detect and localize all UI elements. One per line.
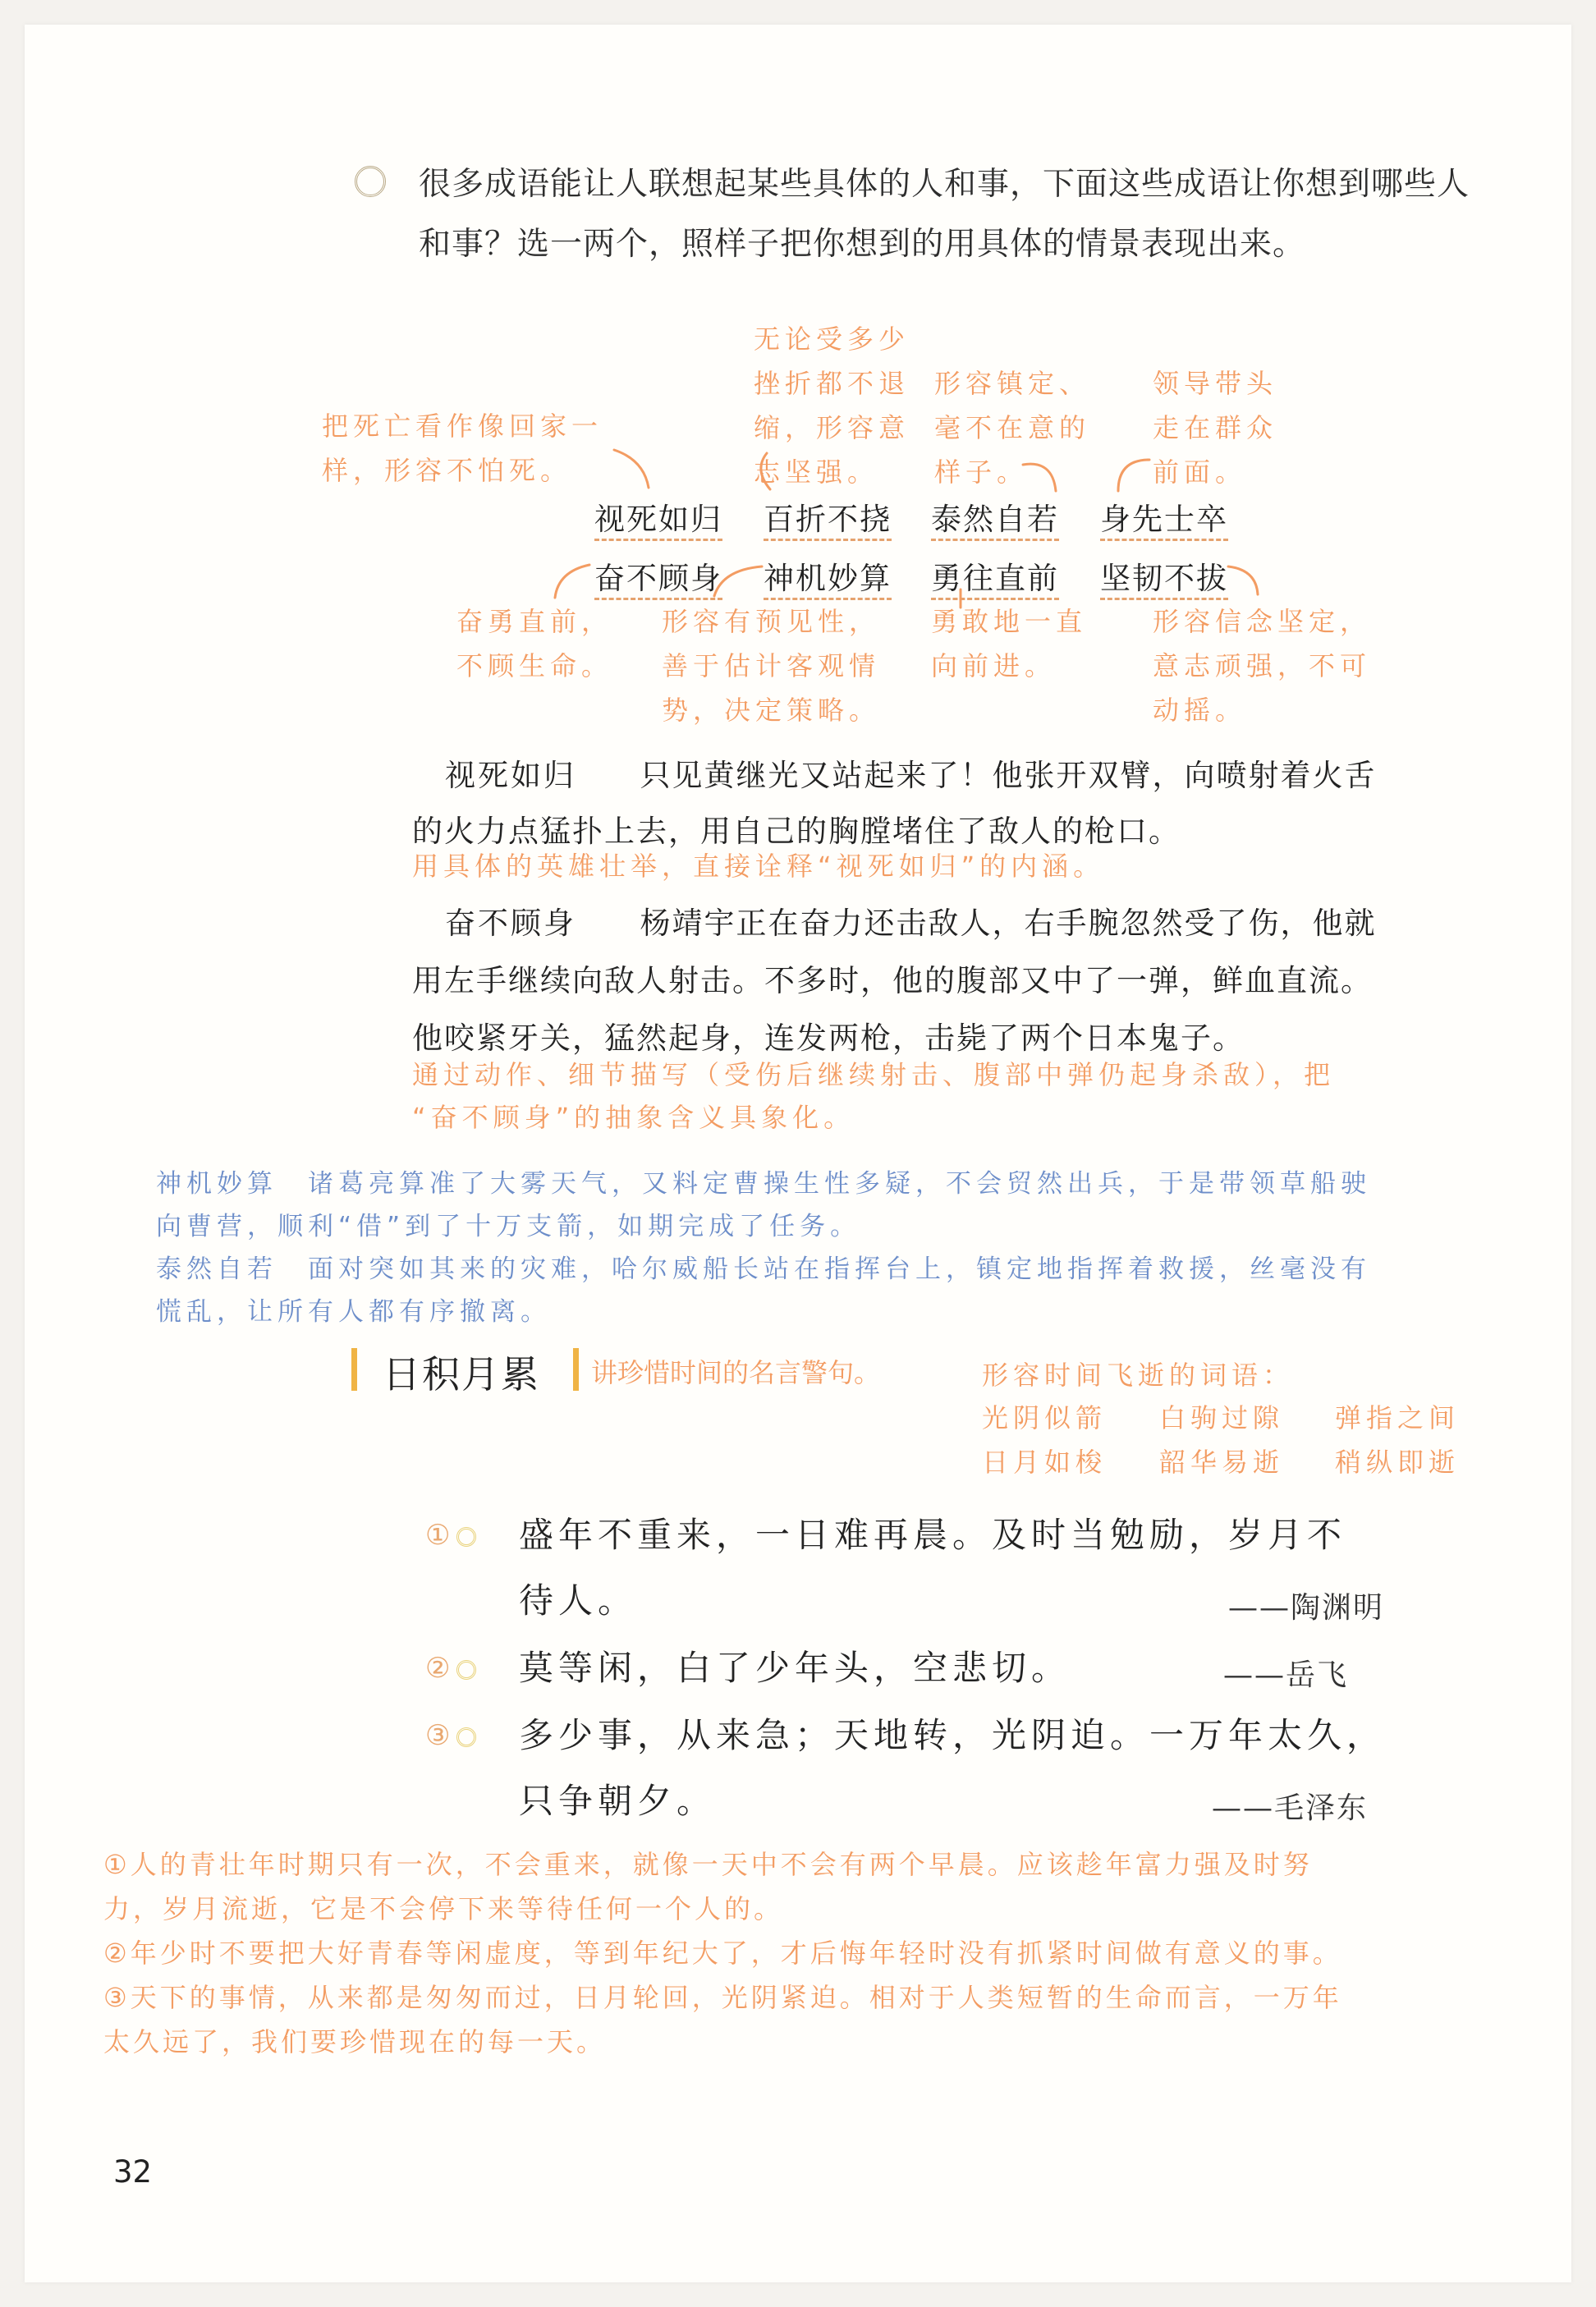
note-tairan: 形容镇定、 毫不在意的 样子。 [934, 368, 1091, 488]
explanations [103, 1842, 1499, 2064]
example-2-line-2: 用左手继续向敌人射击。不多时，他的腹部又中了一弹，鲜血直流。 [412, 963, 1373, 998]
explanation-line: ①人的青壮年时期只有一次，不会重来，就像一天中不会有两个早晨。应该趁年富力强及时努 [103, 1849, 1313, 1880]
explanation-line: ②年少时不要把大好青春等闲虚度，等到年纪大了，才后悔年轻时没有抓紧时间做有意义的事。 [103, 1938, 1342, 1969]
example-2 [445, 895, 1479, 952]
time-word: 韶华易逝 [1159, 1447, 1285, 1478]
quote-bullet-icon [456, 1527, 476, 1547]
time-word: 日月如梭 [982, 1447, 1108, 1478]
example-2-line-3: 他咬紧牙关，猛然起身，连发两枪，击毙了两个日本鬼子。 [412, 1020, 1245, 1056]
explanation-line: 太久远了，我们要珍惜现在的每一天。 [103, 2026, 607, 2057]
note-yongwang: 勇敢地一直 向前进。 [931, 606, 1088, 681]
example-1-term: 视死如归 [445, 758, 576, 793]
note-baizhe: 无论受多少 挫折都不退 缩，形容意 志坚强。 [754, 323, 910, 488]
arrow-baizhe [761, 453, 770, 489]
arrow-jianren [1228, 566, 1258, 594]
example-2-note-2: “奋不顾身”的抽象含义具象化。 [412, 1102, 855, 1133]
quote-1-line-2: 待人。 [519, 1580, 638, 1621]
quote-3-line-1: 多少事，从来急；天地转，光阴迫。一万年太久， [519, 1715, 1387, 1755]
idiom: 奋不顾身 [594, 561, 722, 600]
arrow-shenxian [1118, 460, 1149, 491]
quote-2: 莫等闲，白了少年头，空悲切。 [519, 1648, 1071, 1688]
quote-1-line-1: 盛年不重来，一日难再晨。及时当勉励，岁月不 [519, 1515, 1347, 1555]
time-words-heading: 形容时间飞逝的词语： [982, 1360, 1295, 1391]
quote-2-number: ② [425, 1652, 476, 1685]
quote-bullet-icon [456, 1727, 476, 1747]
quote-1-author: ——陶渊明 [1228, 1591, 1385, 1625]
blue-answer-line: 慌乱，让所有人都有序撤离。 [156, 1297, 551, 1327]
blue-answer-line: 神机妙算 诸葛亮算准了大雾天气，又料定曹操生性多疑，不会贸然出兵，于是带领草船驶 [156, 1169, 1371, 1199]
time-word: 稍纵即逝 [1335, 1447, 1461, 1478]
instruction-line-1: 很多成语能让人联想起某些具体的人和事，下面这些成语让你想到哪些人 [419, 166, 1470, 203]
quote-2-author: ——岳飞 [1223, 1658, 1349, 1692]
arrow-shenji [714, 566, 762, 596]
idiom: 百折不挠 [764, 502, 892, 541]
explanation-line: 力，岁月流逝，它是不会停下来等待任何一个人的。 [103, 1893, 784, 1924]
example-1 [445, 747, 1463, 805]
arrow-fenbu [555, 565, 589, 598]
quote-3-author: ——毛泽东 [1212, 1791, 1369, 1825]
blue-answer-line: 向曹营，顺利“借”到了十万支箭，如期完成了任务。 [156, 1212, 861, 1241]
example-1-line-1: 只见黄继光又站起来了！他张开双臂，向喷射着火舌 [640, 758, 1377, 793]
quote-3-number: ③ [425, 1719, 476, 1752]
note-shisi: 把死亡看作像回家一 样，形容不怕死。 [322, 410, 603, 486]
instruction-line-2: 和事？选一两个，照样子把你想到的用具体的情景表现出来。 [419, 226, 1306, 263]
example-2-term: 奋不顾身 [445, 906, 576, 941]
page-number: 32 [113, 2154, 153, 2190]
example-1-line-2: 的火力点猛扑上去，用自己的胸膛堵住了敌人的枪口。 [412, 814, 1181, 849]
idiom: 视死如归 [594, 502, 722, 541]
note-shenxian: 领导带头 走在群众 前面。 [1153, 368, 1278, 488]
quote-1-number: ① [425, 1519, 476, 1552]
explanation-line: ③天下的事情，从来都是匆匆而过，日月轮回，光阴紧迫。相对于人类短暂的生命而言，一万年 [103, 1982, 1342, 2013]
quote-3-line-2: 只争朝夕。 [519, 1781, 717, 1821]
section-bar-left [351, 1348, 357, 1391]
time-word: 白驹过隙 [1159, 1402, 1285, 1433]
example-1-note: 用具体的英雄壮举，直接诠释“视死如归”的内涵。 [412, 851, 1105, 882]
example-2-note-1: 通过动作、细节描写（受伤后继续射击、腹部中弹仍起身杀敌），把 [412, 1059, 1336, 1090]
arrow-shisi [614, 450, 649, 488]
idiom: 神机妙算 [764, 561, 892, 600]
quote-bullet-icon [456, 1660, 476, 1680]
idiom: 坚韧不拔 [1100, 561, 1228, 600]
idiom: 勇往直前 [931, 561, 1059, 600]
idiom: 身先士卒 [1100, 502, 1228, 541]
example-2-line-1: 杨靖宇正在奋力还击敌人，右手腕忽然受了伤，他就 [640, 906, 1377, 941]
arrow-tairan [1023, 464, 1056, 491]
idiom: 泰然自若 [931, 502, 1059, 541]
note-shenji: 形容有预见性， 善于估计客观情 势，决定策略。 [662, 606, 881, 726]
section-side-note: 讲珍惜时间的名言警句。 [591, 1357, 881, 1388]
blue-answer-line: 泰然自若 面对突如其来的灾难，哈尔威船长站在指挥台上，镇定地指挥着救援，丝毫没有 [156, 1254, 1371, 1284]
note-jianren: 形容信念坚定， 意志顽强，不可 动摇。 [1153, 606, 1372, 726]
section-bar-right [573, 1348, 579, 1391]
note-fenbu: 奋勇直前， 不顾生命。 [456, 606, 613, 681]
blue-answers [156, 1163, 1502, 1333]
section-title: 日积月累 [383, 1352, 540, 1397]
time-word: 光阴似箭 [982, 1402, 1108, 1433]
time-word: 弹指之间 [1335, 1402, 1461, 1433]
